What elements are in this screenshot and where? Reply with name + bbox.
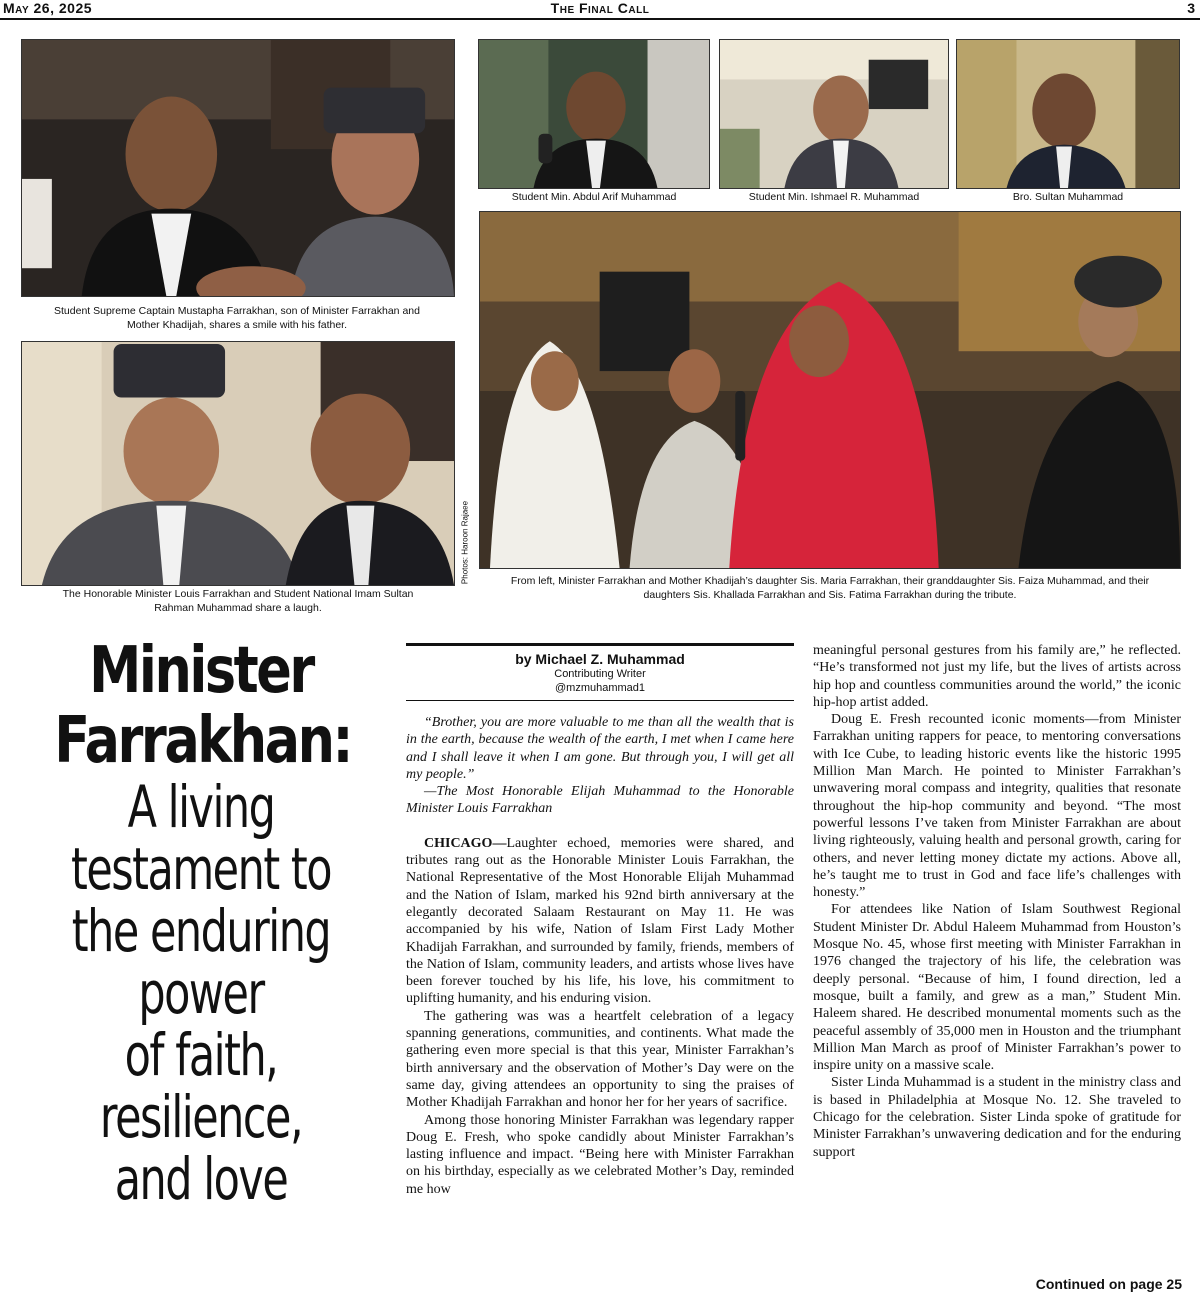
epigraph-attribution: —The Most Honorable Elijah Muhammad to the Honorable Minister Louis Farrakhan <box>406 784 794 817</box>
subheadline-line: the enduring <box>71 897 331 965</box>
paragraph: Sister Linda Muhammad is a student in the ministry class and is based in Philadelphia at Mosque No. 12. She traveled to Chicago for the celebration. Sister Linda spoke of gratitude for Minister Farrakhan’s unwavering dedication and for the enduring support <box>813 1075 1181 1160</box>
photo-caption: The Honorable Minister Louis Farrakhan and Student National Imam Sultan Rahman Muhammad share a laugh. <box>62 588 414 614</box>
article-column-1 <box>406 714 794 1198</box>
subheadline-line: resilience, <box>99 1083 303 1151</box>
byline <box>406 643 794 701</box>
subheadline-line: testament to <box>71 835 331 903</box>
photo-caption: Student Min. Abdul Arif Muhammad <box>511 191 677 203</box>
photo-caption: Student Supreme Captain Mustapha Farrakhan, son of Minister Farrakhan and Mother Khadijah, shares a smile with his father. <box>54 305 420 331</box>
photo-sultan <box>956 39 1180 189</box>
photo-ishmael <box>719 39 949 189</box>
article-headline <box>22 634 380 1213</box>
article-column-2 <box>813 642 1181 1161</box>
subheadline-line: power <box>138 959 264 1027</box>
dateline: CHICAGO— <box>424 835 507 851</box>
author-role: Contributing Writer <box>554 668 646 680</box>
photo-abdul-arif <box>478 39 710 189</box>
page-number: 3 <box>1187 0 1195 16</box>
subheadline-line: of faith, <box>124 1021 278 1089</box>
headline-line: Minister <box>89 634 313 708</box>
subheadline-line: A living <box>127 773 275 841</box>
newspaper-name: The Final Call <box>550 0 650 16</box>
author-handle: @mzmuhammad1 <box>554 682 646 694</box>
masthead <box>0 0 1200 20</box>
photo-minister-and-imam <box>21 341 455 586</box>
subheadline-line: and love <box>114 1145 288 1213</box>
paragraph: meaningful personal gestures from his family are,” he reflected. “He’s transformed not just my life, but the lives of artists across hip hop and countless communities around the world,” the iconic hip-hop artist added. <box>813 643 1181 710</box>
headline-line: Farrakhan: <box>54 704 352 778</box>
photo-caption: From left, Minister Farrakhan and Mother Khadijah’s daughter Sis. Maria Farrakhan, their granddaughter Sis. Faiza Muhammad, and their daughters Sis. Khallada Farrakhan and Sis. Fatima Farrakhan during the tribute. <box>510 575 1150 601</box>
photo-credit: Photos: Haroon Rajaee <box>460 500 470 585</box>
photo-daughters-tribute <box>479 211 1181 569</box>
author-name: by Michael Z. Muhammad <box>515 651 685 667</box>
paragraph: For attendees like Nation of Islam Southwest Regional Student Minister Dr. Abdul Haleem Muhammad from Houston’s Mosque No. 45, whose first meeting with Minister Farrakhan in 1976 changed the trajectory of his life, the celebration was deeply personal. “Because of him, I found direction, led a mosque, built a family, and grew as a man,” Student Min. Haleem shared. He described monumental moments such as the peaceful assembly of 35,000 men in Houston and the triumphant Million Man March as proof of Minister Farrakhan’s power to inspire unity on a massive scale. <box>813 902 1181 1074</box>
paragraph: Among those honoring Minister Farrakhan was legendary rapper Doug E. Fresh, who spoke candidly about Minister Farrakhan’s lasting influence and impact. “Being here with Minister Farrakhan on his birthday, especially as we celebrated Mother’s Day, reminded me how <box>406 1112 794 1197</box>
photo-captain-and-minister <box>21 39 455 297</box>
photo-caption: Bro. Sultan Muhammad <box>1012 191 1124 203</box>
continued-jump-link[interactable]: Continued on page 25 <box>1035 1276 1182 1292</box>
epigraph-quote: “Brother, you are more valuable to me than all the wealth that is in the earth, because the wealth of the earth, I met when I came here and I shall leave it when I am gone. But through you, I will get all my people.” —The Most Honorable Elijah Muhammad to the Honorable Minister Louis Farrakhan <box>406 715 794 817</box>
paragraph: CHICAGO—Laughter echoed, memories were shared, and tributes rang out as the Honorable Minister Louis Farrakhan, the National Representative of the Most Honorable Elijah Muhammad and the Nation of Islam, marked his 92nd birth anniversary at the elegantly decorated Salaam Restaurant on May 11. He was accompanied by his wife, Nation of Islam First Lady Mother Khadijah Farrakhan, and surrounded by family, friends, members of the Nation of Islam, community leaders, and artists whose lives have been forever touched by his life, his love, his commitment to uplifting humanity, and his enduring vision. <box>406 835 794 1007</box>
paragraph: The gathering was was a heartfelt celebration of a legacy spanning generations, communities, and continents. What made the gathering even more special is that this year, Minister Farrakhan’s birth anniversary and the observation of Mother’s Day were on the same day, giving attendees an opportunity to sing the praises of Mother Khadijah Farrakhan and honor her for her years of sacrifice. <box>406 1008 794 1111</box>
issue-date: May 26, 2025 <box>3 0 93 16</box>
photo-caption: Student Min. Ishmael R. Muhammad <box>748 191 920 203</box>
paragraph: Doug E. Fresh recounted iconic moments—from Minister Farrakhan uniting rappers for peace, to mentoring conversations with Ice Cube, to leading historic events like the historic 1995 Million Man March. He pointed to Minister Farrakhan’s unwavering moral compass and integrity, qualities that resonate throughout the hip-hop community and beyond. “The most powerful lessons I’ve taken from Minister Farrakhan are about living righteously, valuing health and personal growth, caring for others, and never letting money dictate my actions. Above all, he’s taught me to trust in God and face life’s challenges with honesty.” <box>813 712 1181 901</box>
